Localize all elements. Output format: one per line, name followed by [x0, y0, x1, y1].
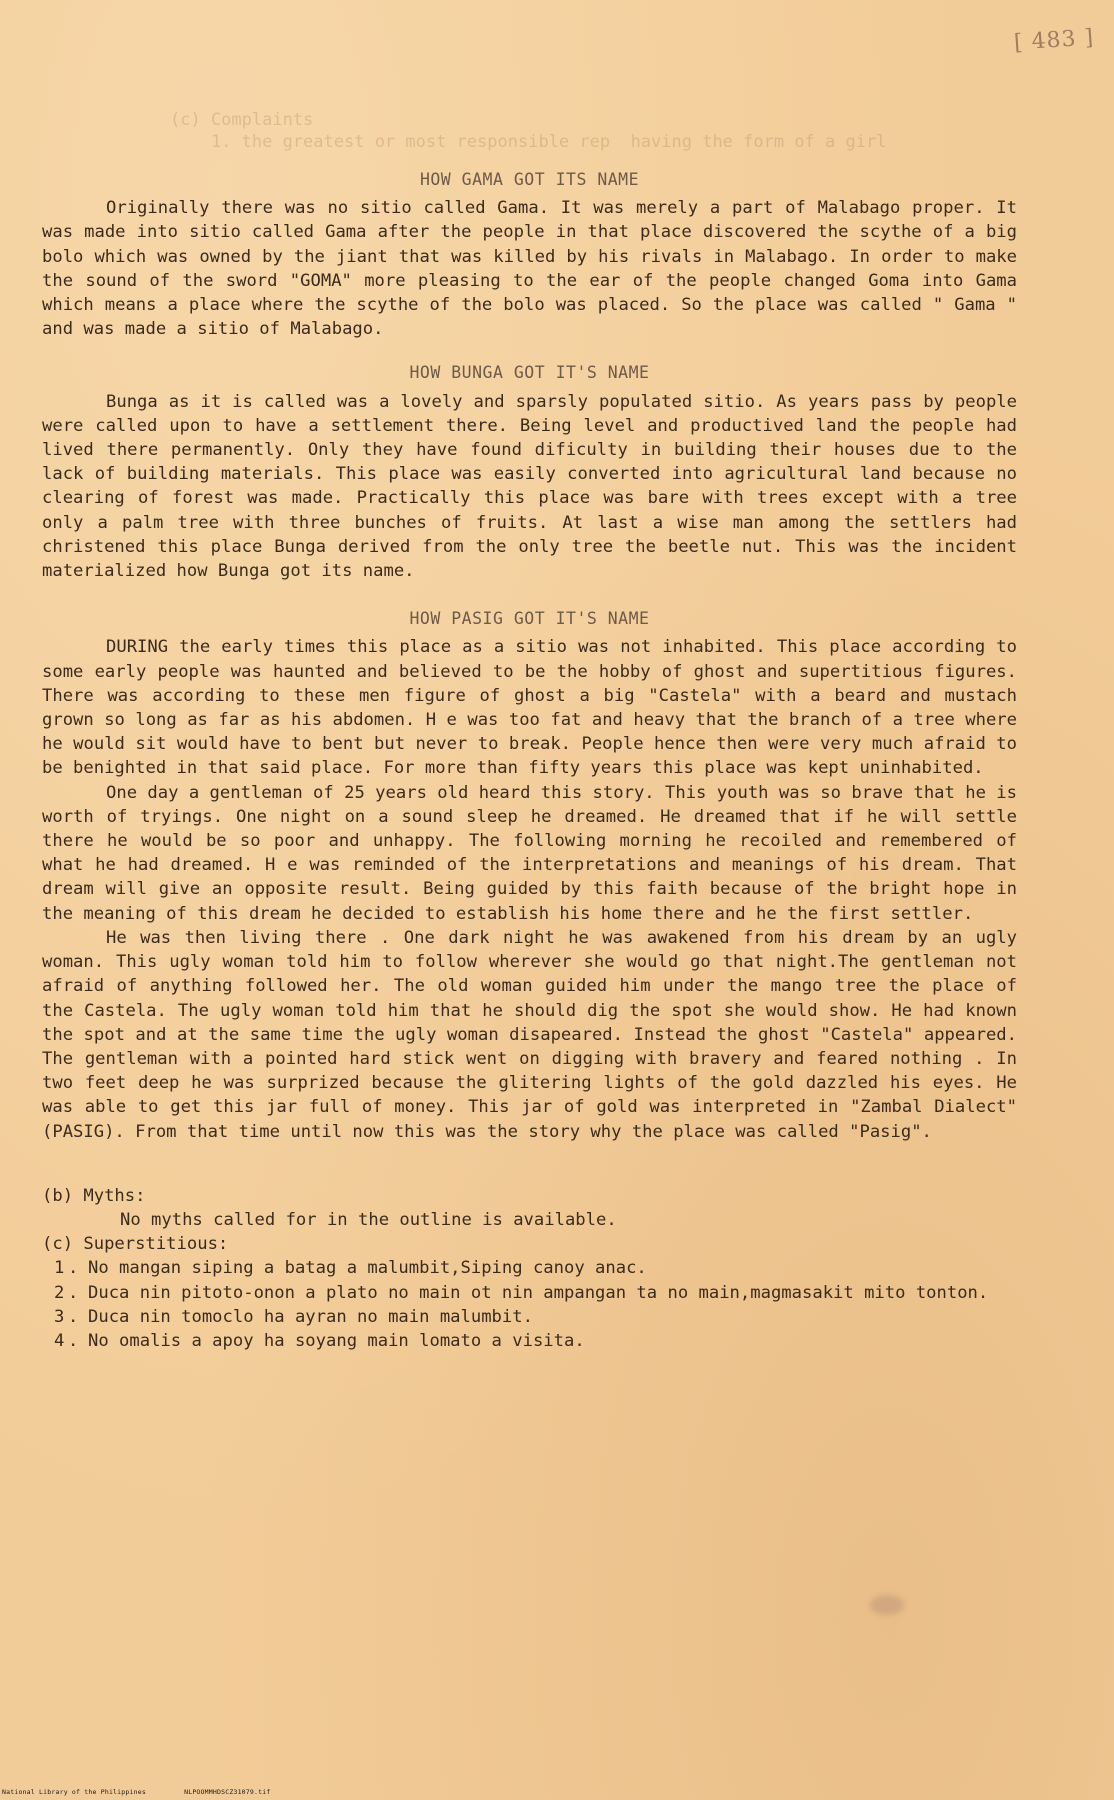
list-item: 1 . No mangan siping a batag a malumbit,Siping canoy anac.: [42, 1256, 1017, 1280]
bleed-through-text: (c) Complaints: [170, 110, 314, 130]
item-text: No omalis a apoy ha soyang main lomato a visita.: [88, 1330, 585, 1351]
list-item: 2 . Duca nin pitoto-onon a plato no main ot nin ampangan ta no main,magmasakit mito tonton.: [42, 1281, 1017, 1305]
section-paragraph: Originally there was no sitio called Gama. It was merely a part of Malabago proper. It was made into sitio called Gama after the people in that place discovered the scythe of a big bolo which was owned by the jiant that was killed by his rivals in Malabago. In order to make the sound of the sword "GOMA" more pleasing to the ear of the people changed Goma into Gama which means a place where the scythe of the bolo was placed. So the place was called " Gama " and was made a sitio of Malabago.: [42, 198, 1017, 340]
myths-heading: (b) Myths:: [42, 1185, 146, 1206]
item-text: Duca nin pitoto-onon a plato no main ot nin ampangan ta no main,magmasakit mito tonton.: [88, 1282, 989, 1303]
paper-stain: [870, 1595, 904, 1615]
file-id: NLPOOMMHDSCZ31079.tif: [184, 1788, 271, 1796]
item-number: 4: [54, 1330, 65, 1351]
section-paragraph: One day a gentleman of 25 years old heard this story. This youth was so brave that he is worth of tryings. One night on a sound sleep he dreamed. He dreamed that if he will settle there he would be so poor and unhappy. The following morning he recoiled and remembered of what he had dreamed. H e was reminded of the interpretations and meanings of his dream. That dream will give an opposite result. Being guided by this faith because of the bright hope in the meaning of this dream he decided to establish his home there and he the first settler.: [42, 782, 1017, 924]
list-item: 4 . No omalis a apoy ha soyang main lomato a visita.: [42, 1329, 1017, 1353]
myths-note: No myths called for in the outline is available.: [120, 1209, 617, 1230]
section-bunga: [42, 361, 1017, 583]
section-title: HOW GAMA GOT ITS NAME: [419, 170, 640, 189]
section-pasig: [42, 607, 1017, 1143]
section-paragraph: Bunga as it is called was a lovely and sparsly populated sitio. As years pass by people were called upon to have a settlement there. Being level and productived land the people had lived there permanently. Only they have found dificulty in building their houses due to the lack of building materials. This place was easily converted into agricultural land because no clearing of forest was made. Practically this place was bare with trees except with a tree only a palm tree with three bunches of fruits. At last a wise man among the settlers had christened this place Bunga derived from the only tree the beetle nut. This was the incident materialized how Bunga got its name.: [42, 391, 1017, 582]
section-paragraph: DURING the early times this place as a sitio was not inhabited. This place according to some early people was haunted and believed to be the hobby of ghost and supertitious figures. There was according to these men figure of ghost a big "Castela" with a beard and mustach grown so long as far as his abdomen. H e was too fat and heavy that the branch of a tree where he would sit would have to bent but never to break. People hence then were very much afraid to be benighted in that said place. For more than fifty years this place was kept uninhabited.: [42, 637, 1017, 779]
item-number: 1: [54, 1258, 65, 1279]
bleed-through-text: 1. the greatest or most responsible rep having the form of a girl: [170, 132, 887, 152]
list-item: 3 . Duca nin tomoclo ha ayran no main malumbit.: [42, 1305, 1017, 1329]
archive-page-number: [ 483 ]: [1013, 25, 1095, 56]
scan-footer: [2, 1788, 304, 1796]
section-gama: [42, 168, 1017, 341]
item-number: 2: [54, 1282, 65, 1303]
item-text: No mangan siping a batag a malumbit,Siping canoy anac.: [88, 1258, 647, 1279]
superstitious-heading: (c) Superstitious:: [42, 1234, 229, 1255]
item-number: 3: [54, 1306, 65, 1327]
section-title: HOW PASIG GOT IT'S NAME: [409, 609, 650, 629]
section-title: HOW BUNGA GOT IT'S NAME: [409, 363, 650, 383]
document-body: [42, 168, 1017, 1353]
section-paragraph: He was then living there . One dark night he was awakened from his dream by an ugly woman. This ugly woman told him to follow wherever she would go that night.The gentleman not afraid of anything followed her. The old woman guided him under the mango tree the place of the Castela. The ugly woman told him that he should dig the spot she would show. He had known the spot and at the same time the ugly woman disapeared. Instead the ghost "Castela" appeared. The gentleman with a pointed hard stick went on digging with bravery and feared nothing . In two feet deep he was surprized because the glitering lights of the gold dazzled his eyes. He was able to get this jar full of money. This jar of gold was interpreted in "Zambal Dialect"(PASIG). From that time until now this was the story why the place was called "Pasig".: [42, 927, 1017, 1142]
superstitious-list: [42, 1256, 1017, 1353]
item-text: Duca nin tomoclo ha ayran no main malumbit.: [88, 1306, 533, 1327]
library-name: National Library of the Philippines: [2, 1788, 146, 1796]
